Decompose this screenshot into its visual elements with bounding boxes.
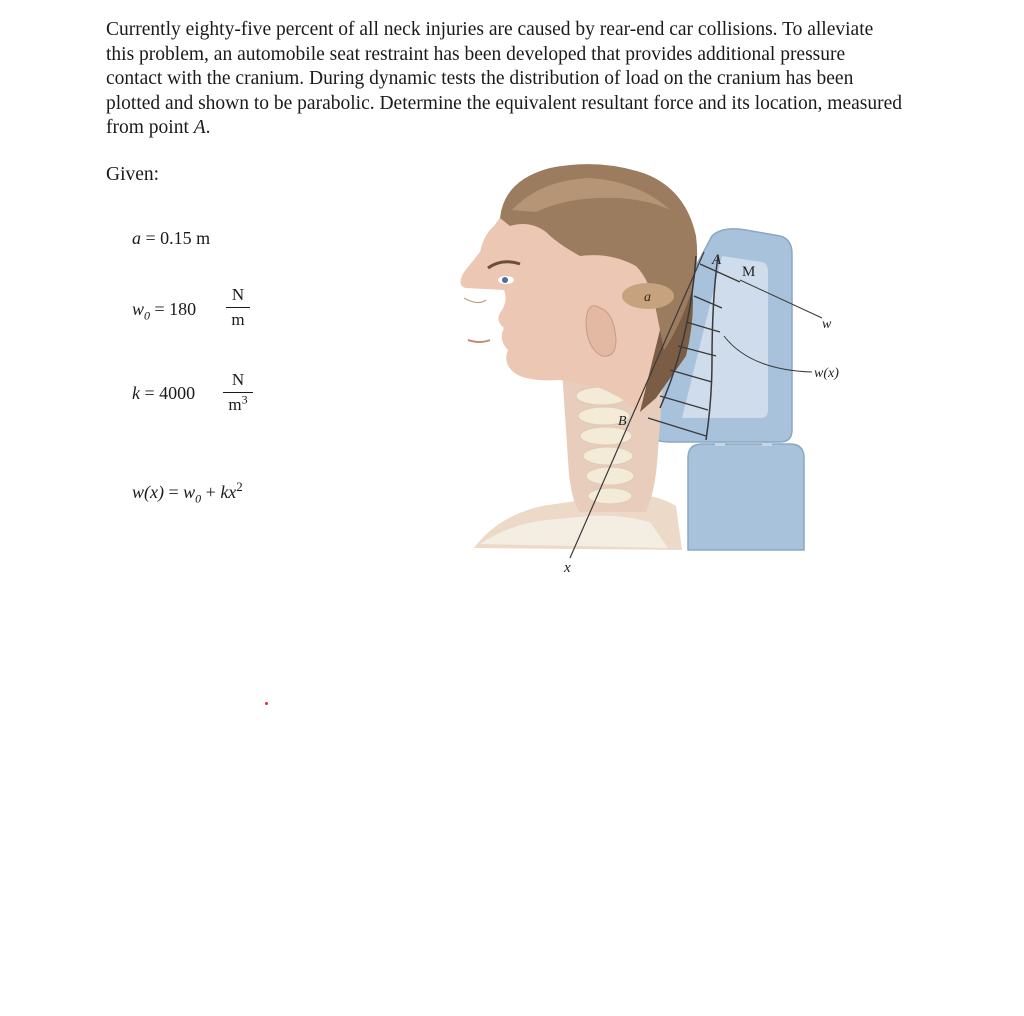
iris [502, 277, 508, 283]
a-symbol: a [132, 228, 141, 248]
label-B: B [618, 414, 627, 429]
mouth [468, 340, 490, 342]
label-A: A [712, 252, 722, 268]
problem-text: Currently eighty-five percent of all neck injuries are caused by rear-end car collisions. To alleviate this problem, an automobile seat restraint has been developed that provides additional pressure contact with the cranium. During dynamic tests the distribution of load on the cranium has been plotted and shown to be parabolic. Determine the equivalent resultant force and its location, measured from point [106, 19, 902, 138]
w0-equals: = [154, 299, 165, 319]
k-unit-num: N [223, 370, 253, 393]
given-k [132, 383, 195, 404]
wx-w-subscript: 0 [195, 491, 202, 506]
w0-unit-num: N [226, 285, 250, 308]
k-equals: = [144, 383, 155, 403]
given-a [132, 228, 210, 249]
seat-back [688, 444, 804, 550]
k-unit [223, 370, 253, 415]
k-unit-den-exp: 3 [241, 392, 248, 407]
k-symbol: k [132, 383, 140, 403]
given-wx [132, 479, 243, 507]
wx-equals: = [168, 482, 179, 502]
wx-plus: + [205, 482, 216, 502]
wx-lhs: w(x) [132, 482, 164, 502]
wx-kx: kx [220, 482, 237, 502]
given-w0 [132, 299, 196, 324]
w0-value: 180 [169, 299, 197, 319]
problem-statement [106, 18, 906, 141]
point-a-ref: A [193, 117, 206, 138]
k-unit-den [223, 393, 253, 415]
label-M: M [742, 264, 756, 280]
problem-end: . [205, 117, 211, 138]
a-equals: = [145, 228, 156, 248]
a-value: 0.15 m [160, 228, 211, 248]
wx-w: w [183, 482, 196, 502]
w0-unit [226, 285, 250, 330]
given-label: Given: [106, 164, 160, 185]
nose-line [464, 298, 486, 303]
label-w: w [822, 317, 832, 332]
label-x: x [564, 560, 571, 576]
headrest-figure [450, 160, 860, 590]
w0-symbol: w [132, 299, 145, 319]
w0-subscript: 0 [144, 308, 151, 323]
k-unit-den-base: m [228, 395, 242, 414]
k-value: 4000 [159, 383, 196, 403]
wx-exponent: 2 [236, 479, 243, 494]
label-a: a [644, 290, 651, 305]
label-wx: w(x) [814, 366, 839, 381]
w0-unit-den: m [231, 310, 245, 329]
stray-mark [265, 702, 268, 705]
